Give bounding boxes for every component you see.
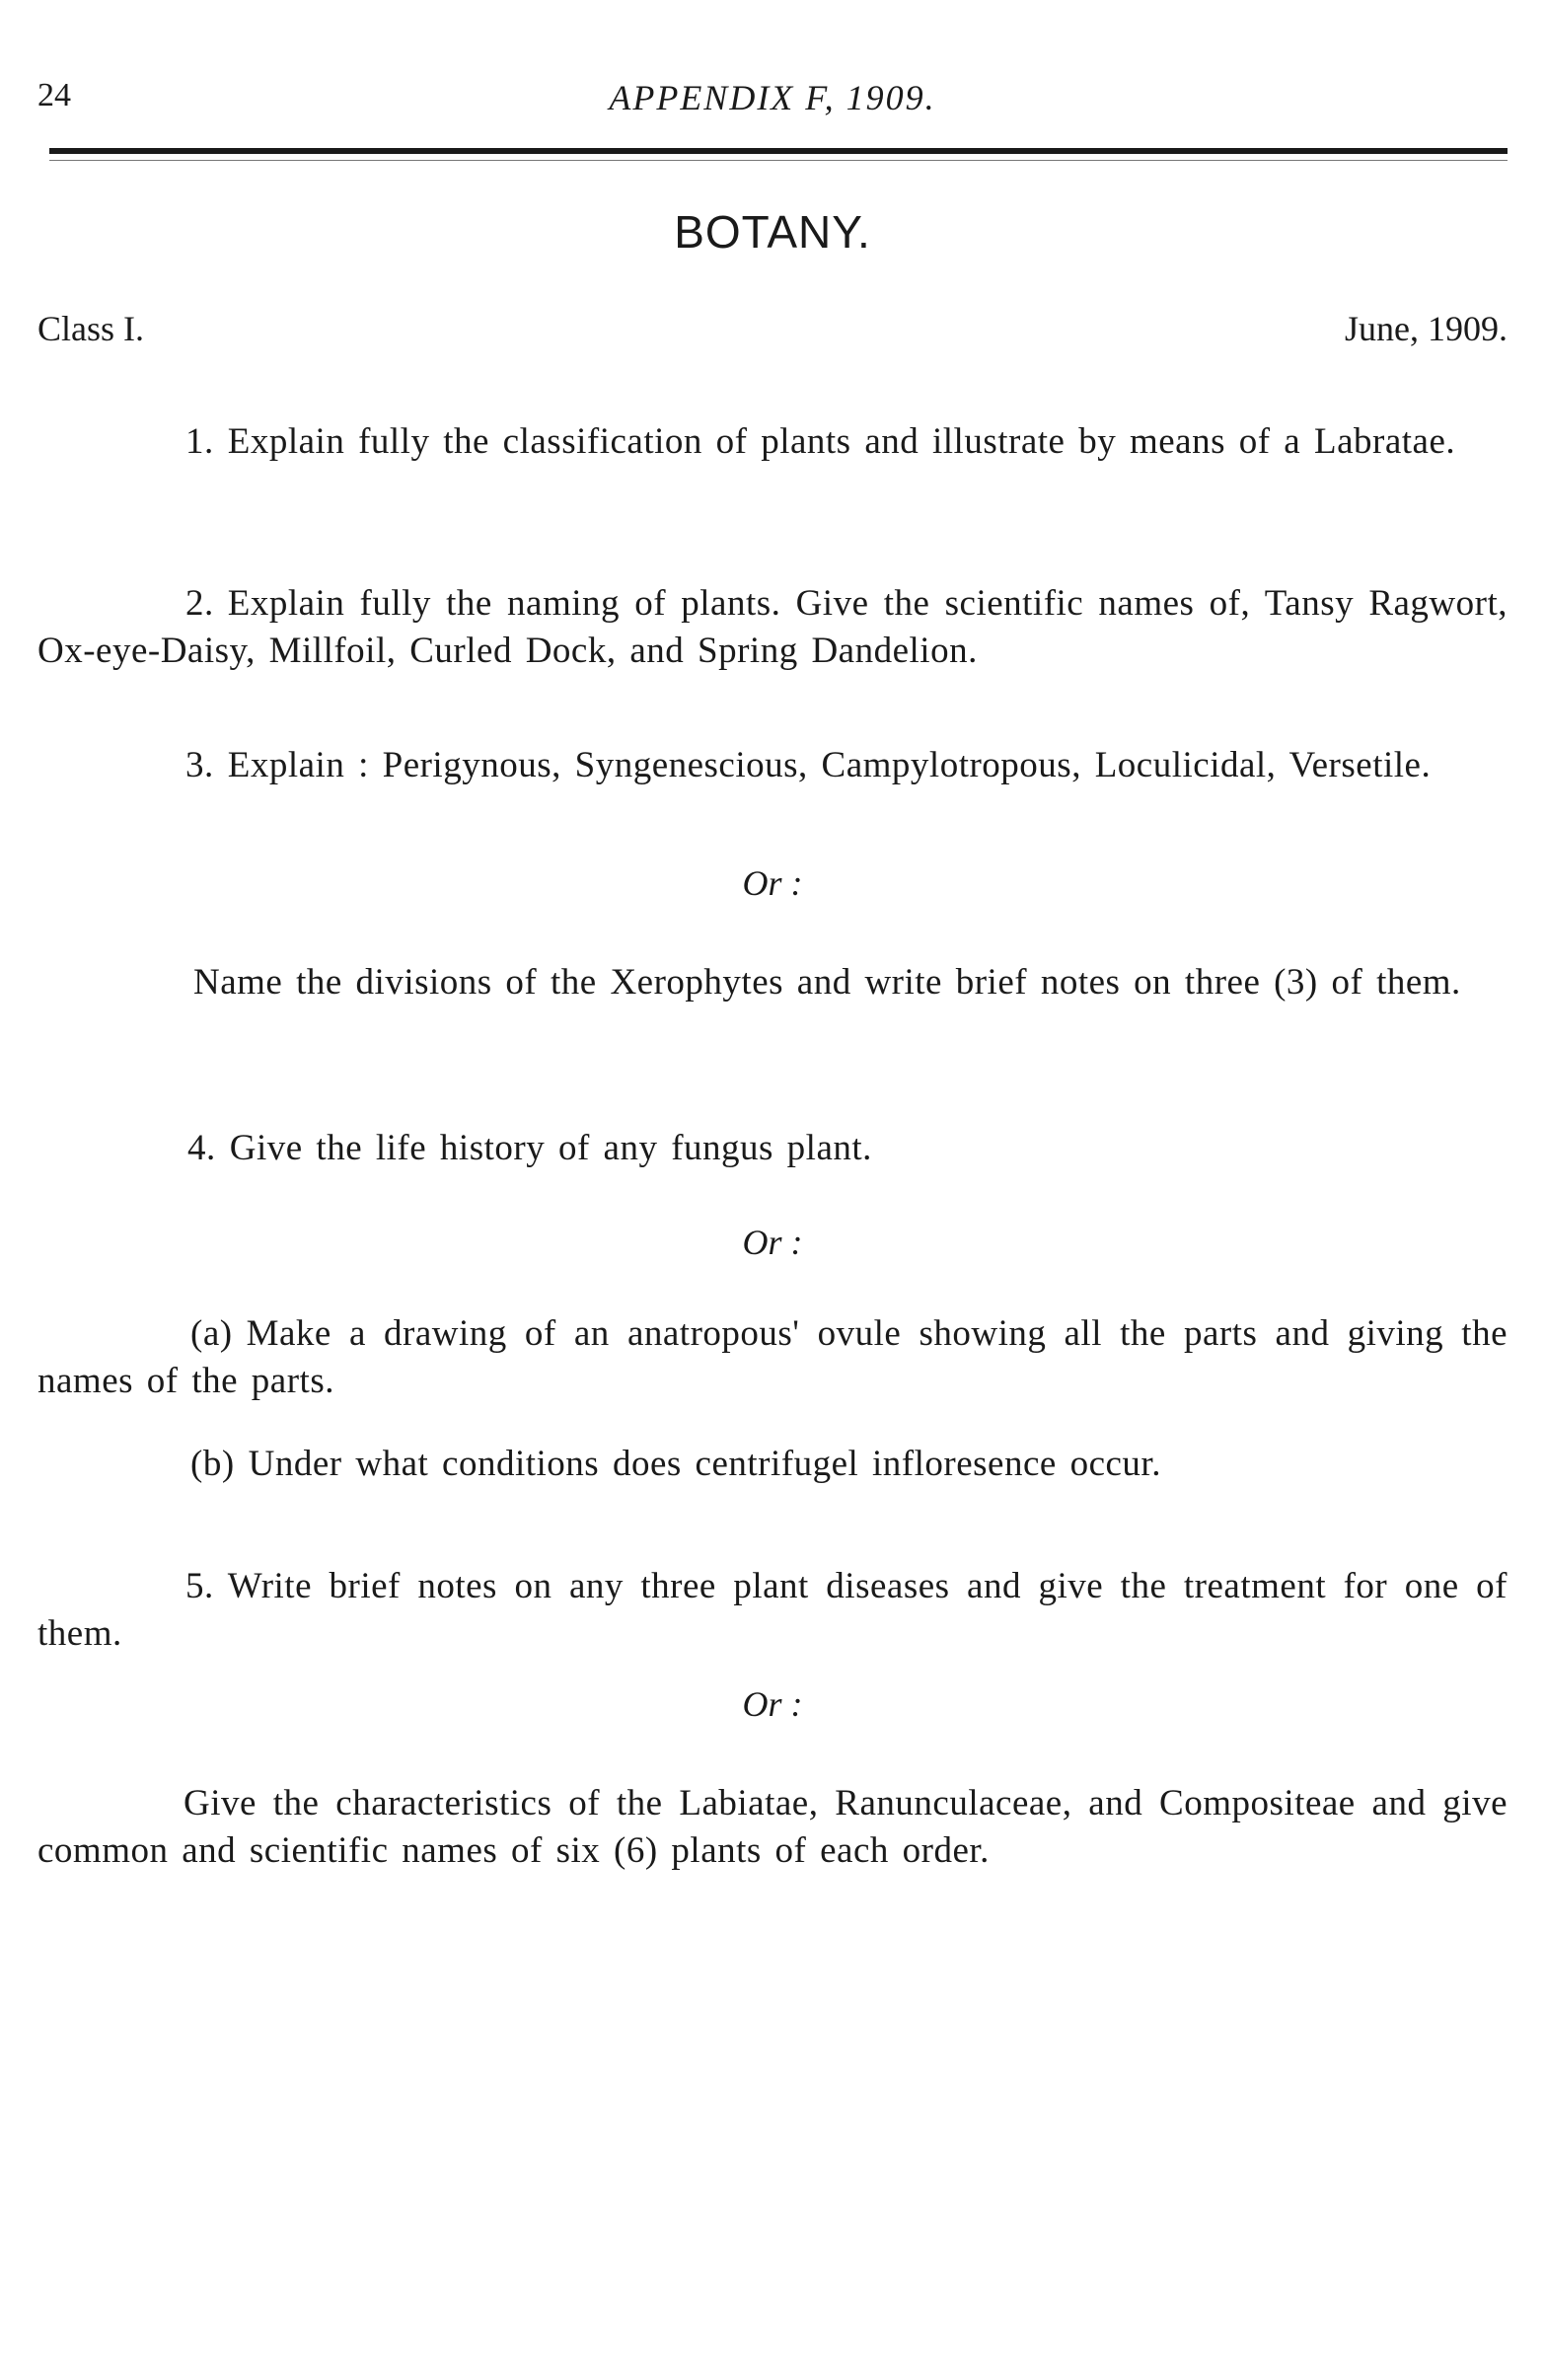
- question-text: Explain fully the classification of plants and illustrate by means of a Labratae.: [227, 421, 1456, 462]
- question-4-part-b: [37, 1441, 1508, 1488]
- question-5: [37, 1563, 1508, 1658]
- question-4-part-a: [37, 1310, 1508, 1405]
- question-text: Under what conditions does centrifugel infloresence occur.: [248, 1444, 1161, 1484]
- question-text: Make a drawing of an anatropous' ovule showing all the parts and giving the names of the parts.: [37, 1313, 1508, 1401]
- part-label: (b): [190, 1444, 235, 1484]
- question-text: Explain fully the naming of plants. Give the scientific names of, Tansy Ragwort, Ox-eye-Daisy, Millfoil, Curled Dock, and Spring Dandelion.: [37, 583, 1508, 671]
- exam-page: [37, 0, 1508, 2380]
- question-5-alternative: [37, 1780, 1508, 1875]
- class-label: Class I.: [37, 309, 144, 348]
- question-text: Write brief notes on any three plant diseases and give the treatment for one of them.: [37, 1566, 1508, 1654]
- running-head: [37, 77, 1508, 126]
- question-text: Explain : Perigynous, Syngenescious, Campylotropous, Loculicidal, Versetile.: [227, 745, 1432, 785]
- question-text: Name the divisions of the Xerophytes and write brief notes on three (3) of them.: [193, 962, 1461, 1003]
- question-number: 2.: [185, 583, 214, 624]
- question-2: [37, 580, 1508, 675]
- header-rule: [49, 148, 1508, 154]
- question-3-alternative: [37, 959, 1508, 1006]
- question-number: 4.: [187, 1128, 216, 1168]
- question-3: [37, 742, 1508, 789]
- running-title: APPENDIX F, 1909.: [609, 78, 936, 117]
- question-text: Give the life history of any fungus plant.: [229, 1128, 872, 1168]
- question-text: Give the characteristics of the Labiatae, Ranunculaceae, and Compositeae and give common and scientific names of six (6) plants of each order.: [37, 1783, 1508, 1871]
- or-label: Or :: [742, 1684, 803, 1724]
- header-rule-thin: [49, 160, 1508, 161]
- question-number: 3.: [185, 745, 214, 785]
- or-label: Or :: [742, 863, 803, 903]
- question-number: 1.: [185, 421, 214, 462]
- question-number: 5.: [185, 1566, 214, 1606]
- question-1: [37, 418, 1508, 466]
- date-label: June, 1909.: [1345, 309, 1508, 348]
- part-label: (a): [190, 1313, 233, 1354]
- or-label: Or :: [742, 1223, 803, 1262]
- subject-title: BOTANY.: [674, 206, 871, 258]
- question-4: [37, 1125, 1508, 1172]
- page-number: 24: [37, 77, 71, 113]
